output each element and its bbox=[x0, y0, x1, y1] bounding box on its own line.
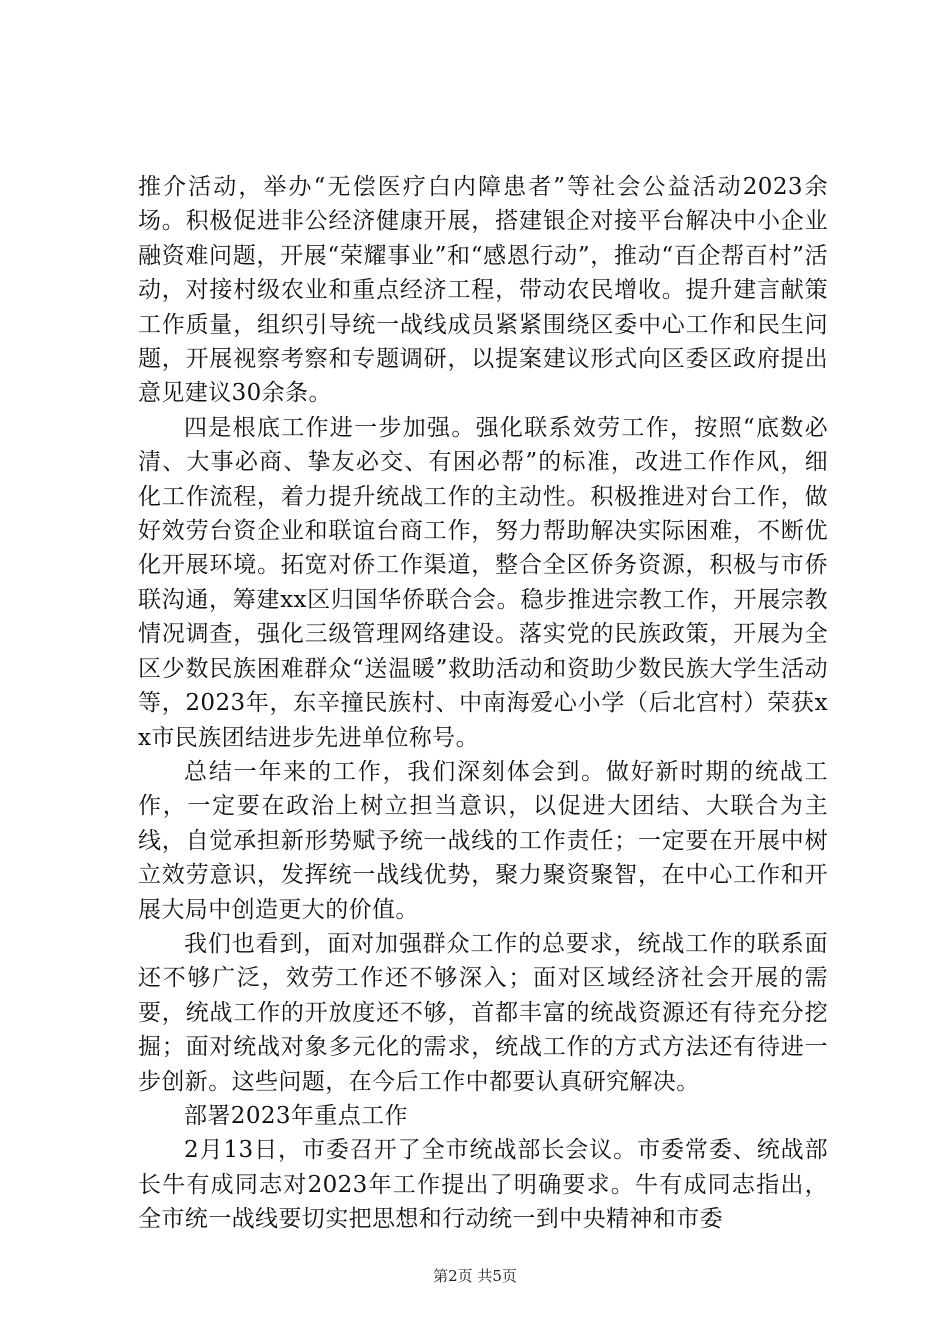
paragraph-year-summary: 总结一年来的工作，我们深刻体会到。做好新时期的统战工作，一定要在政治上树立担当意识，以促进大团结、大联合为主线，自觉承担新形势赋予统一战线的工作责任；一定要在开展中树立效劳意识，发挥统一战线优势，聚力聚资聚智，在中心工作和开展大局中创造更大的价值。 bbox=[138, 758, 828, 923]
page-number-footer: 第2页 共5页 bbox=[433, 1267, 517, 1285]
paragraph-foundation-work: 四是根底工作进一步加强。强化联系效劳工作，按照“底数必清、大事必商、挚友必交、有困必帮”的标准，改进工作作风，细化工作流程，着力提升统战工作的主动性。积极推进对台工作，做好效劳台资企业和联谊台商工作，努力帮助解决实际困难，不断优化开展环境。拓宽对侨工作渠道，整合全区侨务资源，积极与市侨联沟通，筹建xx区归国华侨联合会。稳步推进宗教工作，开展宗教情况调查，强化三级管理网络建设。落实党的民族政策，开展为全区少数民族困难群众“送温暖”救助活动和资助少数民族大学生活动等，2023年，东辛撞民族村、中南海爱心小学（后北宫村）荣获xx市民族团结进步先进单位称号。 bbox=[138, 414, 828, 751]
paragraph-shortcomings: 我们也看到，面对加强群众工作的总要求，统战工作的联系面还不够广泛，效劳工作还不够深入；面对区域经济社会开展的需要，统战工作的开放度还不够，首都丰富的统战资源还有待充分挖掘；面对统战对象多元化的需求，统战工作的方式方法还有待进一步创新。这些问题，在今后工作中都要认真研究解决。 bbox=[138, 930, 828, 1095]
paragraph-meeting-requirements: 2月13日，市委召开了全市统战部长会议。市委常委、统战部长牛有成同志对2023年工作提出了明确要求。牛有成同志指出，全市统一战线要切实把思想和行动统一到中央精神和市委 bbox=[138, 1137, 828, 1233]
document-body bbox=[138, 170, 828, 1237]
paragraph-united-front-activities: 推介活动，举办“无偿医疗白内障患者”等社会公益活动2023余场。积极促进非公经济健康开展，搭建银企对接平台解决中小企业融资难问题，开展“荣耀事业”和“感恩行动”，推动“百企帮百村”活动，对接村级农业和重点经济工程，带动农民增收。提升建言献策工作质量，组织引导统一战线成员紧紧围绕区委中心工作和民生问题，开展视察考察和专题调研，以提案建议形式向区委区政府提出意见建议30余条。 bbox=[138, 174, 828, 407]
section-heading-key-work: 部署2023年重点工作 bbox=[184, 1102, 408, 1129]
